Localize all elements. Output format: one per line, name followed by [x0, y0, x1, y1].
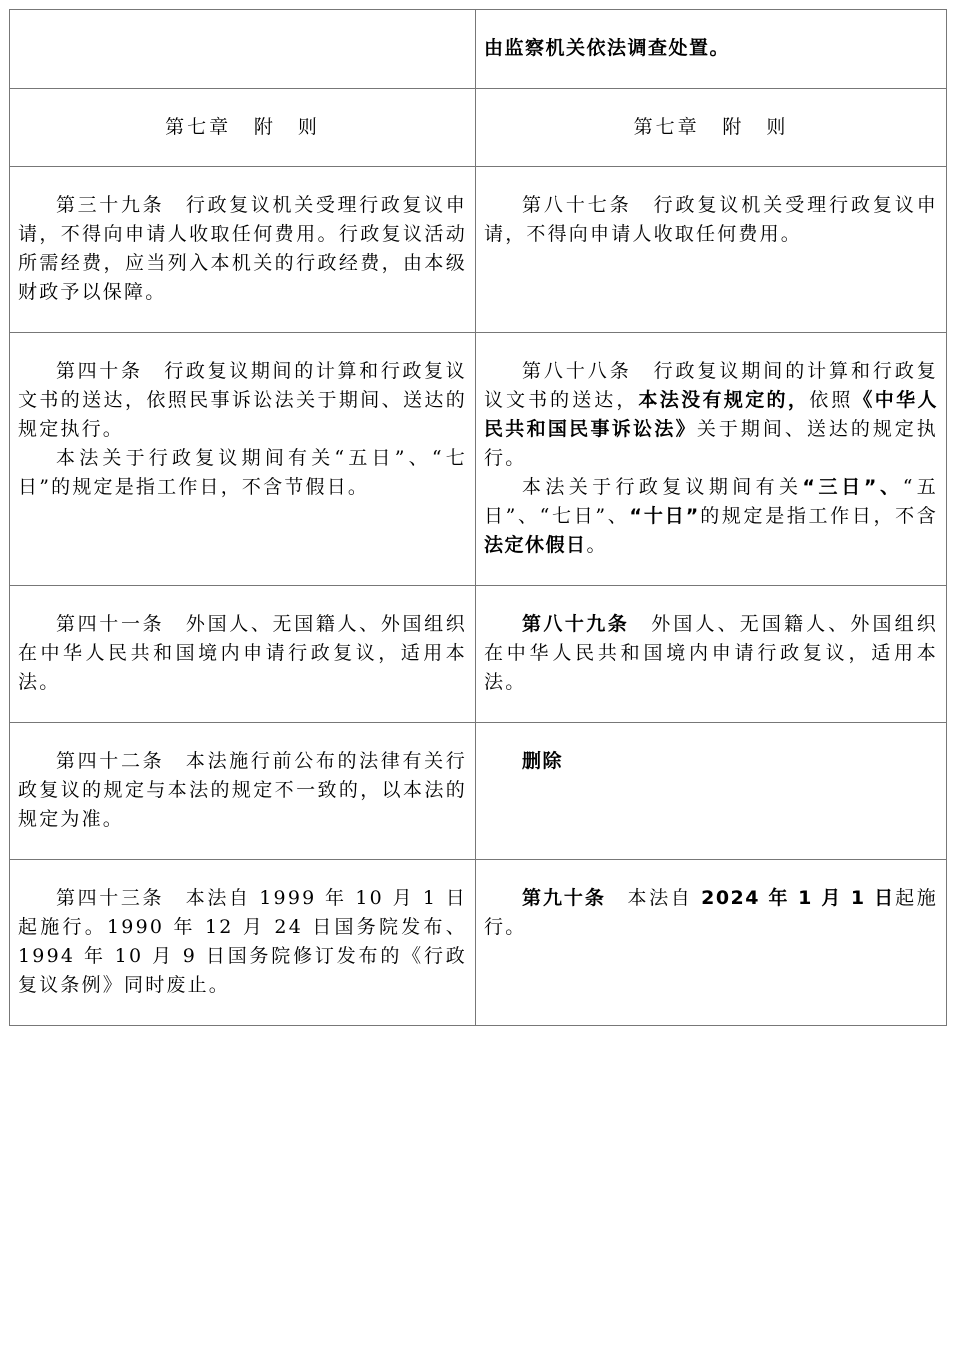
table-row — [10, 586, 947, 723]
table-row — [10, 89, 947, 167]
comparison-table — [9, 9, 947, 1026]
table-row — [10, 10, 947, 89]
chapter-title: 附 则 — [722, 116, 789, 138]
old-chapter-heading — [10, 89, 475, 142]
amended-text: 法定休假日 — [484, 534, 587, 556]
article-body: 行政复议机关受理行政复议申请，不得向申请人收取任何费用。 — [484, 194, 938, 245]
amended-text: 2024 年 1 月 1 日 — [701, 887, 896, 909]
table-row — [10, 333, 947, 586]
old-article-40-para-2: 本法关于行政复议期间有关“五日”、“七日”的规定是指工作日，不含节假日。 — [18, 447, 467, 498]
old-article — [10, 10, 475, 34]
chapter-number: 第七章 — [165, 116, 232, 138]
old-text-cell — [10, 10, 476, 89]
old-text-cell — [10, 586, 476, 723]
amended-text: “三日”、 — [802, 476, 903, 498]
article-number: 第八十九条 — [522, 613, 630, 635]
new-text-cell — [476, 586, 947, 723]
old-article-41: 第四十一条 外国人、无国籍人、外国组织在中华人民共和国境内申请行政复议，适用本法。 — [18, 613, 467, 693]
article-body: 外国人、无国籍人、外国组织在中华人民共和国境内申请行政复议，适用本法。 — [484, 613, 938, 693]
article-number: 第八十七条 — [522, 194, 632, 216]
amended-text: “十日” — [629, 505, 700, 527]
new-article-87 — [484, 191, 938, 249]
article-number: 第九十条 — [522, 887, 606, 909]
table-row — [10, 723, 947, 860]
chapter-title: 附 则 — [253, 116, 320, 138]
old-article-42: 第四十二条 本法施行前公布的法律有关行政复议的规定与本法的规定不一致的，以本法的规定为准。 — [18, 750, 467, 830]
old-article-40-para-1: 第四十条 行政复议期间的计算和行政复议文书的送达，依照民事诉讼法关于期间、送达的规定执行。 — [18, 360, 467, 440]
amended-text: 本法没有规定的， — [638, 389, 810, 411]
amended-text: 《中华人民共和国民事诉讼法》 — [484, 389, 938, 440]
old-article-43: 第四十三条 本法自 1999 年 10 月 1 日起施行。1990 年 12 月 24 日国务院发布、1994 年 10 月 9 日国务院修订发布的《行政复议条例》同时废止。 — [18, 887, 467, 996]
new-article-89 — [484, 610, 938, 697]
old-chapter-heading-cell — [10, 89, 476, 167]
new-text-cell — [476, 860, 947, 1026]
old-text-cell — [10, 167, 476, 333]
new-article-90: 第九十条 本法自 2024 年 1 月 1 日起施行。 — [484, 887, 938, 938]
new-text-cell — [476, 723, 947, 860]
old-text-cell — [10, 723, 476, 860]
old-text-cell — [10, 860, 476, 1026]
new-chapter-heading-cell — [476, 89, 947, 167]
new-article-continuation: 由监察机关依法调查处置。 — [484, 37, 731, 59]
table-row — [10, 167, 947, 333]
deleted-label: 删除 — [522, 750, 564, 772]
new-chapter-heading — [476, 89, 946, 142]
new-text-cell — [476, 167, 947, 333]
old-article-39: 第三十九条 行政复议机关受理行政复议申请，不得向申请人收取任何费用。行政复议活动所需经费，应当列入本机关的行政经费，由本级财政予以保障。 — [18, 194, 467, 303]
new-article-88-para-1: 第八十八条 行政复议期间的计算和行政复议文书的送达，本法没有规定的，依照《中华人民共和国民事诉讼法》关于期间、送达的规定执行。 — [484, 360, 938, 469]
new-text-cell — [476, 333, 947, 586]
table-row — [10, 860, 947, 1026]
old-text-cell — [10, 333, 476, 586]
new-article-88-para-2: 本法关于行政复议期间有关“三日”、“五日”、“七日”、“十日”的规定是指工作日，不含法定休假日。 — [484, 476, 938, 556]
chapter-number: 第七章 — [633, 116, 700, 138]
new-text-cell — [476, 10, 947, 89]
